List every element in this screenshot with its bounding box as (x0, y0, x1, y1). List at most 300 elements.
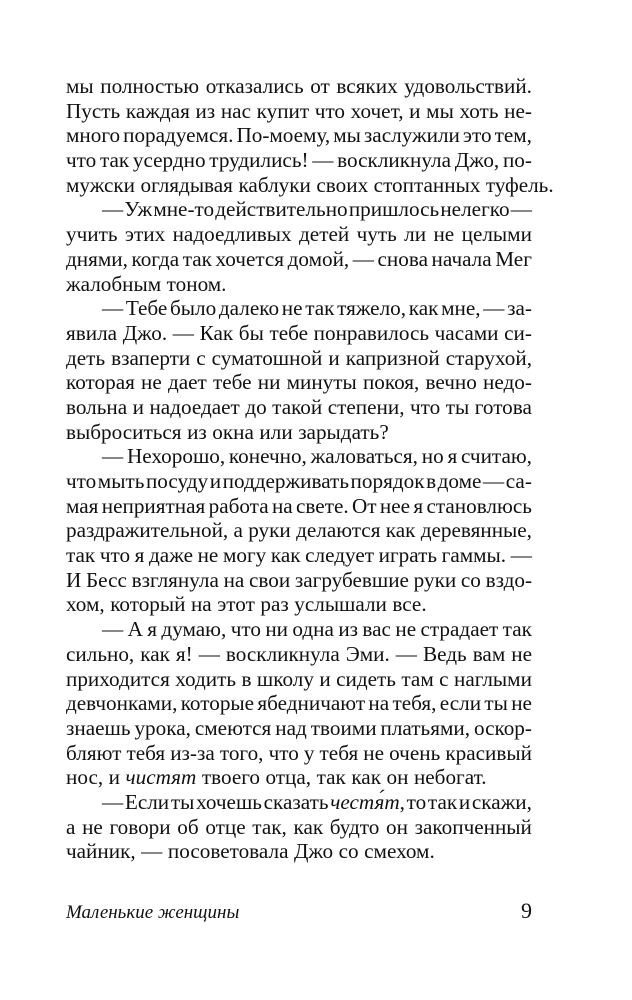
word: он (386, 765, 409, 790)
word: са- (505, 469, 532, 493)
word: думаю, (161, 617, 227, 642)
word: по- (502, 148, 532, 173)
word: оглядывая (140, 172, 233, 197)
word: бляют (66, 740, 122, 765)
word: деревянные, (420, 518, 532, 543)
word: руки (413, 567, 457, 592)
word: так (427, 789, 458, 814)
word: мы (426, 98, 454, 123)
word: следует (305, 543, 374, 568)
word: взаперти (111, 345, 191, 370)
word: школу (256, 666, 314, 691)
word: одна (292, 617, 334, 642)
word: — (102, 197, 124, 222)
word: отца, (265, 765, 312, 790)
word: полностью (100, 74, 200, 98)
word: Джо. (122, 320, 168, 345)
word: недо- (483, 370, 532, 395)
word: понравилось (313, 320, 430, 345)
word: говори (109, 814, 171, 839)
word: отказались (205, 74, 304, 98)
word: часами (434, 320, 499, 345)
word: так, (252, 814, 287, 839)
word: этих (124, 222, 166, 247)
word: Уж (124, 197, 153, 222)
word: так (316, 765, 346, 790)
word: что (410, 394, 441, 419)
word: дает (167, 370, 207, 395)
word: явила (66, 320, 118, 345)
text-line (66, 469, 532, 494)
word: снова (377, 246, 428, 271)
word: со (460, 567, 481, 592)
word: на (368, 691, 390, 716)
word: Джо (293, 839, 334, 864)
word: Тебе (125, 296, 168, 321)
word: я (147, 617, 158, 642)
text-line (66, 99, 532, 124)
word: что (230, 617, 261, 642)
word: как (293, 814, 324, 839)
word: до (245, 394, 267, 419)
word: заслужили (363, 123, 460, 148)
word: играть (378, 543, 438, 568)
word: тебе (269, 320, 309, 345)
word: порядок (350, 469, 425, 493)
word: и (458, 789, 471, 814)
text-line (66, 617, 532, 642)
word: трудились! (209, 148, 309, 173)
word: Пусть (66, 98, 121, 123)
word: так (305, 296, 335, 321)
page-number: 9 (521, 898, 532, 923)
word: вечно (425, 370, 477, 395)
word: ты (170, 789, 195, 814)
italic-text: чистят (125, 765, 197, 790)
text-line (66, 247, 532, 272)
word: как (408, 296, 439, 321)
word: — (352, 246, 374, 271)
word: руки (248, 518, 291, 543)
text-line (66, 667, 532, 692)
word: услышали (294, 592, 387, 617)
word: так (502, 617, 532, 642)
word: оскор- (473, 715, 532, 740)
word: — (102, 444, 124, 469)
word: вольна (66, 394, 128, 419)
word: целыми (461, 222, 532, 247)
word: работа (208, 493, 269, 518)
word: От (352, 493, 377, 518)
word: не (511, 691, 532, 716)
word: в (241, 666, 252, 691)
word: домой, (287, 246, 350, 271)
word: будто (329, 814, 380, 839)
word: я (447, 444, 458, 469)
word: стоптанных (373, 172, 481, 197)
word: Ведь (422, 641, 467, 666)
word: По-моему, (236, 123, 331, 148)
word: честя́т, (330, 789, 405, 814)
word: с (196, 345, 206, 370)
word: хом, (66, 592, 105, 617)
word: когда (131, 246, 180, 271)
word: жаловаться, (310, 444, 418, 469)
word: знаешь (66, 715, 131, 740)
word: своих (316, 172, 369, 197)
text-line (66, 592, 532, 617)
word: днями, (66, 246, 128, 271)
word: не (82, 814, 103, 839)
word: свои (249, 567, 291, 592)
word: поддерживать (222, 469, 349, 493)
word: — (312, 148, 334, 173)
word: не- (504, 98, 532, 123)
word: — (510, 543, 532, 568)
word: как (385, 518, 416, 543)
word: тебя (319, 740, 359, 765)
word: Как (199, 320, 234, 345)
word: смеются (194, 715, 272, 740)
word: каждая (125, 98, 190, 123)
word: пришлось (348, 197, 440, 222)
word: могу (222, 543, 267, 568)
word: Нехорошо, (126, 444, 226, 469)
text-line (66, 197, 532, 222)
word: гаммы. (441, 543, 507, 568)
text-line (66, 172, 554, 198)
word: нос, (66, 765, 104, 790)
word: капризной (345, 345, 440, 370)
word: на (190, 592, 212, 617)
word: делаются (296, 518, 381, 543)
text-line (66, 346, 532, 371)
text-line (66, 790, 532, 815)
word: у (303, 740, 315, 765)
word: суматошной (211, 345, 323, 370)
word: Эми. (345, 641, 390, 666)
word: смехом. (364, 839, 435, 864)
word: — (102, 789, 124, 814)
word: с (439, 666, 449, 691)
word: тоном. (166, 271, 227, 296)
text-line (66, 765, 532, 790)
word: ли (404, 222, 427, 247)
word: тяжело, (337, 296, 407, 321)
word: взглянула (131, 567, 219, 592)
word: или (259, 419, 293, 444)
word: красивый (445, 740, 532, 765)
word: из (195, 98, 216, 123)
word: я (413, 493, 424, 518)
word: вас (362, 617, 391, 642)
word: готова (474, 394, 532, 419)
word: не (197, 543, 219, 568)
word: посуду (145, 469, 209, 493)
word: этот (217, 592, 255, 617)
word: наглыми (454, 666, 532, 691)
word: много (66, 123, 121, 148)
text-line (66, 839, 532, 864)
word: мы (66, 74, 94, 98)
text-line (66, 741, 532, 766)
word: ты (484, 691, 508, 716)
text-line (66, 494, 532, 519)
text-line (66, 420, 532, 445)
word: от (310, 74, 330, 98)
word: небогат. (413, 765, 487, 790)
word: вам (472, 641, 506, 666)
text-line (66, 370, 532, 395)
word: загрубевшие (294, 567, 409, 592)
word: было (170, 296, 217, 321)
word: воскликнула (225, 641, 340, 666)
word: чуть (356, 222, 397, 247)
word: раздражительной, (66, 518, 229, 543)
word: А (127, 617, 143, 642)
word: Бесс (86, 567, 127, 592)
word: мы (333, 123, 361, 148)
word: детей (299, 222, 350, 247)
word: мне-то (153, 197, 215, 222)
word: раз (260, 592, 289, 617)
word: я! (175, 641, 193, 666)
word: что (66, 469, 97, 493)
word: и (132, 394, 144, 419)
text-line (66, 543, 532, 568)
word: становлюсь (426, 493, 532, 518)
text-line (66, 815, 532, 840)
word: сильно, (66, 641, 135, 666)
word: твоими (310, 715, 377, 740)
word: я (134, 543, 145, 568)
text-line (66, 148, 532, 173)
word: надоедливых (172, 222, 292, 247)
word: степени, (327, 394, 405, 419)
word: такой (272, 394, 323, 419)
word: что (314, 98, 346, 123)
text-line (66, 395, 532, 420)
word: очень (389, 740, 441, 765)
word: все. (392, 592, 427, 617)
word: и (209, 469, 222, 493)
word: хоть (459, 98, 499, 123)
word: твоего (201, 765, 260, 790)
text-line (66, 222, 532, 247)
word: которые (180, 691, 255, 716)
word: бы (238, 320, 264, 345)
word: а (66, 814, 76, 839)
word: порадуемся. (123, 123, 234, 148)
word: окна (212, 419, 254, 444)
word: что (66, 148, 97, 173)
word: закопченный (414, 814, 532, 839)
word: и (108, 765, 121, 790)
word: деть (66, 345, 106, 370)
word: которая (66, 370, 135, 395)
word: — (102, 296, 124, 321)
word: жалобным (66, 271, 162, 296)
text-line (66, 444, 532, 469)
word: не (141, 370, 162, 395)
word: туфель. (485, 172, 554, 197)
word: хочет, (350, 98, 404, 123)
word: нее (379, 493, 411, 518)
text-line (66, 642, 532, 667)
word: купит (256, 98, 310, 123)
word: старухой, (445, 345, 532, 370)
word: нас (220, 98, 251, 123)
word: — (510, 197, 532, 222)
word: не (433, 222, 455, 247)
text-line (66, 272, 532, 297)
word: всяких (336, 74, 398, 98)
word: что (99, 543, 131, 568)
word: и (319, 666, 331, 691)
word: доме (437, 469, 482, 493)
word: что (268, 740, 299, 765)
word: то (406, 789, 427, 814)
word: который (110, 592, 186, 617)
word: посоветовала (167, 839, 289, 864)
word: надоедает (149, 394, 240, 419)
text-line (66, 716, 532, 741)
word: но (421, 444, 444, 469)
running-footer-title: Маленькие женщины (66, 902, 240, 923)
word: отце (205, 814, 246, 839)
word: считаю, (460, 444, 532, 469)
text-line (66, 568, 532, 593)
word: как (140, 641, 170, 666)
word: ни (265, 617, 289, 642)
word: свете. (296, 493, 349, 518)
text-line (66, 123, 532, 148)
word: платьями, (380, 715, 470, 740)
word: даже (149, 543, 193, 568)
word: нелегко (440, 197, 510, 222)
word: хочешь (196, 789, 262, 814)
word: а (233, 518, 243, 543)
word: страдает (420, 617, 499, 642)
word: — (102, 617, 124, 642)
word: чайник, (66, 839, 136, 864)
word: не (511, 641, 532, 666)
word: со (338, 839, 359, 864)
word: не (395, 617, 417, 642)
word: так (182, 246, 212, 271)
text-line (66, 296, 532, 321)
body-text (66, 74, 554, 864)
word: на (271, 493, 293, 518)
word: конечно, (228, 444, 307, 469)
word: учить (66, 222, 118, 247)
word: тем, (494, 123, 532, 148)
word: не (363, 740, 385, 765)
word: удовольствий. (404, 74, 532, 98)
word: Джо, (454, 148, 500, 173)
word: это (462, 123, 492, 148)
word: если (439, 691, 482, 716)
text-line (66, 74, 532, 99)
word: из-за (170, 740, 215, 765)
word: усердно (132, 148, 206, 173)
word: — (172, 320, 194, 345)
word: на (223, 567, 245, 592)
word: и (328, 345, 340, 370)
word: хочется (215, 246, 285, 271)
word: так (66, 543, 96, 568)
word: — (141, 839, 163, 864)
word: И (66, 567, 82, 592)
word: из (187, 419, 207, 444)
word: как (351, 765, 381, 790)
word: сидеть (336, 666, 396, 691)
word: неприятная (101, 493, 206, 518)
word: Если (124, 789, 170, 814)
word: покоя, (362, 370, 420, 395)
word: мыть (97, 469, 145, 493)
word: — (483, 296, 505, 321)
word: далеко (218, 296, 280, 321)
word: каблуки (238, 172, 311, 197)
word: — (483, 469, 505, 493)
italic-text: честя́т (330, 789, 400, 814)
word: мая (66, 493, 99, 518)
word: вздо- (485, 567, 532, 592)
word: начала (431, 246, 492, 271)
word: об (177, 814, 199, 839)
word: над (275, 715, 307, 740)
word: он (386, 814, 408, 839)
word: сказать (263, 789, 329, 814)
text-line (66, 518, 532, 543)
word: там (401, 666, 434, 691)
text-line (66, 321, 532, 346)
word: того, (219, 740, 264, 765)
word (126, 765, 197, 790)
word: как (270, 543, 301, 568)
word: приходится (66, 666, 170, 691)
word: за- (507, 296, 532, 321)
word: мужски (66, 172, 136, 197)
word: зарыдать? (298, 419, 389, 444)
word: урока, (134, 715, 191, 740)
word: Мег (495, 246, 532, 271)
word: тебя, (392, 691, 437, 716)
word: скажи, (471, 789, 532, 814)
word: си- (504, 320, 532, 345)
word: девчонками, (66, 691, 178, 716)
word: ходить (175, 666, 237, 691)
word: тебе (212, 370, 252, 395)
word: не (281, 296, 303, 321)
word: мне, (441, 296, 481, 321)
word: действительно (215, 197, 348, 222)
text-line (66, 691, 532, 716)
word: в (426, 469, 437, 493)
word: так (99, 148, 130, 173)
word: минуты (286, 370, 357, 395)
word: — (198, 641, 220, 666)
word: ты (445, 394, 470, 419)
word: ни (257, 370, 281, 395)
word: — (395, 641, 417, 666)
word: воскликнула (337, 148, 452, 173)
word: тебя (126, 740, 166, 765)
word: и (409, 98, 421, 123)
word: выброситься (66, 419, 182, 444)
word: ябедничают (257, 691, 366, 716)
